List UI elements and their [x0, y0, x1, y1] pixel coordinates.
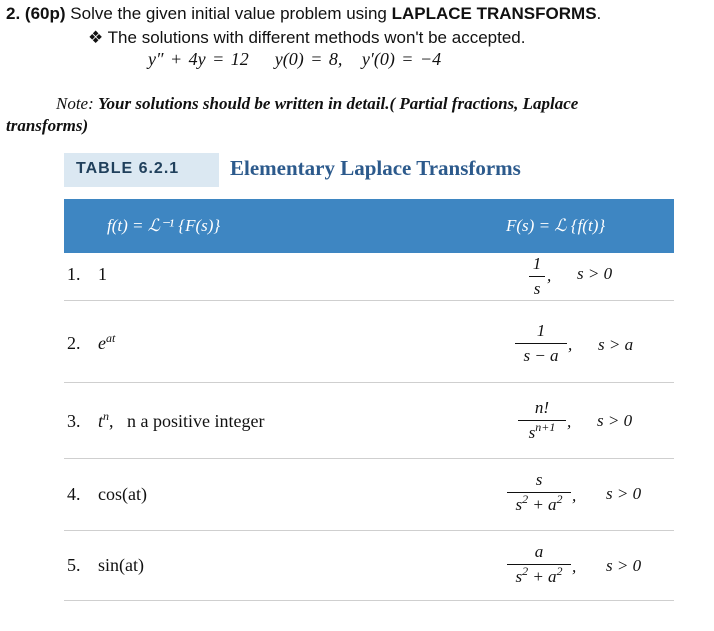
- row-3-numerator: n!: [534, 398, 550, 417]
- row-3-qualifier: , n a positive integer: [109, 411, 265, 431]
- row-3-transform: [518, 398, 566, 443]
- question-method: LAPLACE TRANSFORMS: [391, 4, 597, 23]
- table-number: TABLE 6.2.1: [76, 160, 180, 177]
- row-1-comma: ,: [547, 266, 552, 285]
- row-5-number: 5.: [67, 555, 81, 575]
- note-continuation: transforms): [6, 116, 89, 135]
- fraction-bar: [529, 276, 545, 277]
- table-tag: [64, 153, 219, 187]
- question-text: Solve the given initial value problem using: [70, 4, 387, 23]
- row-1-function: 1: [98, 264, 107, 284]
- requirement-line: [88, 28, 525, 48]
- ivp-equation: y″ + 4y = 12 y(0) = 8, y′(0) = −4: [148, 49, 442, 69]
- header-inverse-transform: f(t) = ℒ⁻¹ {F(s)}: [107, 216, 221, 235]
- row-2-function: [98, 333, 115, 354]
- note-label: Note:: [56, 94, 94, 113]
- row-3-denominator: $s^{n+1}$: [528, 420, 556, 442]
- row-1-number: 1.: [67, 264, 81, 284]
- row-5-transform: [507, 542, 571, 587]
- row-3-comma: ,: [567, 412, 572, 431]
- row-2-comma: ,: [568, 335, 573, 354]
- row-1-condition: s > 0: [577, 264, 613, 283]
- row-4-function: cos(at): [98, 484, 147, 504]
- row-divider: [64, 600, 674, 601]
- row-5-comma: ,: [572, 557, 577, 576]
- note-text: Your solutions should be written in detail.( Partial fractions, Laplace: [98, 94, 579, 113]
- row-4-number: 4.: [67, 484, 81, 504]
- row-4-denominator: $s^2 + a^2$: [515, 492, 563, 514]
- table-caption: Elementary Laplace Transforms: [230, 156, 521, 180]
- row-3-exponent: n: [103, 409, 110, 423]
- row-1-numerator: 1: [532, 254, 542, 273]
- note-line: [56, 94, 578, 114]
- row-5-numerator: a: [534, 542, 544, 561]
- question-heading: [6, 4, 601, 24]
- row-5-denominator: $s^2 + a^2$: [515, 564, 563, 586]
- row-1-transform: [529, 254, 545, 299]
- question-points: (60p): [24, 4, 66, 23]
- row-divider: [64, 300, 674, 301]
- requirement-text: The solutions with different methods won't be accepted.: [107, 28, 526, 47]
- row-divider: [64, 382, 674, 383]
- row-1-denominator: s: [533, 279, 541, 298]
- row-4-comma: ,: [572, 486, 577, 505]
- row-2-base: e: [98, 333, 106, 353]
- row-2-exponent: at: [106, 331, 116, 345]
- row-5-function: sin(at): [98, 555, 144, 575]
- row-divider: [64, 458, 674, 459]
- row-3-function: [98, 411, 264, 432]
- row-5-condition: s > 0: [606, 556, 642, 575]
- row-4-numerator: s: [535, 470, 543, 489]
- header-transform: F(s) = ℒ {f(t)}: [506, 216, 606, 235]
- row-4-transform: [507, 470, 571, 515]
- row-divider: [64, 530, 674, 531]
- fraction-bar: [515, 343, 567, 344]
- question-period: .: [596, 4, 602, 23]
- row-2-number: 2.: [67, 333, 81, 353]
- question-number: 2.: [6, 4, 21, 23]
- row-2-condition: s > a: [598, 335, 634, 354]
- row-3-number: 3.: [67, 411, 81, 431]
- row-2-numerator: 1: [536, 321, 546, 340]
- row-3-base: t: [98, 411, 104, 431]
- row-2-denominator: s − a: [523, 346, 559, 365]
- diamond-bullet-icon: ❖: [88, 28, 104, 47]
- row-2-transform: [515, 321, 567, 366]
- row-3-condition: s > 0: [597, 411, 633, 430]
- row-4-condition: s > 0: [606, 484, 642, 503]
